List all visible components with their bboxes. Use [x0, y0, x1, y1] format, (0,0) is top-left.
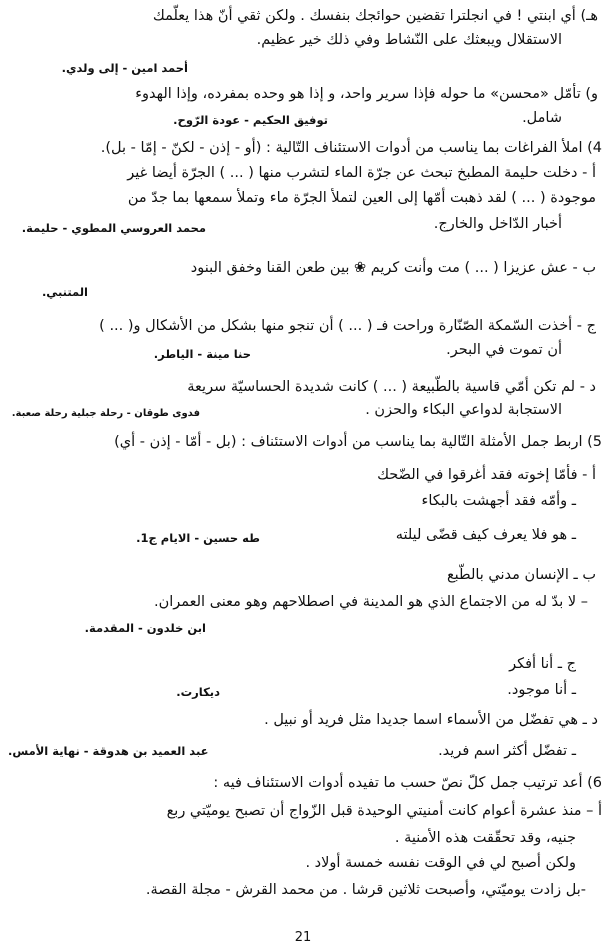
source-citation: ديكارت.: [176, 685, 220, 699]
text-line: الاستجابة لدواعي البكاء والحزن .: [365, 402, 562, 418]
source-citation: أحمد امين - إلى ولدي.: [61, 61, 188, 75]
text-line: ـ تفضّل أكثر اسم فريد.: [438, 743, 576, 759]
text-line: أ – منذ عشرة أعوام كانت أمنيتي الوحيدة قبل الزّواج أن تصبح يوميّتي ربع: [166, 803, 602, 819]
text-line: ج ـ أنا أفكر: [509, 656, 576, 672]
source-citation: توفيق الحكيم - عودة الرّوح.: [173, 113, 328, 127]
text-line: هـ) أي ابنتي ! في انجلترا تقضين حوائجك بنفسك . ولكن ثقي أنّ هذا يعلّمك: [152, 8, 598, 24]
text-line: ب ـ الإنسان مدني بالطّبع: [446, 567, 596, 583]
text-line: أن تموت في البحر.: [446, 342, 562, 358]
text-line: – لا بدّ له من الاجتماع الذي هو المدينة في اصطلاحهم وهو معنى العمران.: [153, 594, 588, 610]
text-line: ـ وأمّه فقد أجهشت بالبكاء: [421, 493, 576, 509]
source-citation: عبد العميد بن هدوقة - نهاية الأمس.: [8, 744, 209, 758]
text-line: جنيه، وقد تحقّقت هذه الأمنية .: [394, 830, 576, 846]
text-line: د - لم تكن أمّي قاسية بالطّبيعة ( ... ) كانت شديدة الحساسيّة سريعة: [187, 379, 596, 395]
source-citation: فدوى طوقان - رحلة جبلية رحلة صعبة.: [11, 408, 200, 419]
text-line: -بل زادت يوميّتي، وأصبحت ثلاثين قرشا . من محمد القرش - مجلة القصة.: [145, 882, 586, 898]
source-citation: ابن خلدون - المقدمة.: [84, 621, 206, 635]
text-line: 4) املأ الفراغات بما يناسب من أدوات الاستئناف التّالية : (أو - إذن - لكنّ - إمّا - بل).: [100, 140, 602, 156]
text-line: أخبار الدّاخل والخارج.: [433, 216, 562, 232]
source-citation: حنا مينة - الياطر.: [153, 347, 251, 361]
source-citation: محمد العروسي المطوي - حليمة.: [21, 221, 206, 235]
text-line: أ - فأمّا إخوته فقد أغرقوا في الضّحك: [377, 467, 596, 483]
text-line: 6) أعد ترتيب جمل كلّ نصّ حسب ما تفيده أدوات الاستئناف فيه :: [213, 775, 602, 791]
text-line: د ـ هي تفضّل من الأسماء اسما جديدا مثل فريد أو نبيل .: [264, 712, 598, 728]
text-line: ولكن أصبح لي في الوقت نفسه خمسة أولاد .: [305, 855, 576, 871]
text-line: 5) اربط جمل الأمثلة التّالية بما يناسب من أدوات الاستئناف : (بل - أمّا - إذن - أي): [114, 434, 602, 450]
text-line: ـ أنا موجود.: [507, 682, 576, 698]
text-line: الاستقلال ويبعثك على النّشاط وفي ذلك خير عظيم.: [256, 32, 562, 48]
text-line: شامل.: [522, 110, 562, 126]
page-number: 21: [294, 930, 312, 945]
text-line: موجودة ( ... ) لقد ذهبت أمّها إلى العين لتملأ الجرّة ماء وتملأ سمعها بما جدّ من: [127, 190, 596, 206]
text-line: ـ هو فلا يعرف كيف قضّى ليلته: [395, 527, 576, 543]
source-citation: المتنبي.: [41, 285, 88, 299]
text-line: ج - أخذت السّمكة الصّنّارة وراحت فـ ( ... ) أن تنجو منها بشكل من الأشكال و( ... ): [99, 318, 596, 334]
text-line: أ - دخلت حليمة المطبخ تبحث عن جرّة الماء لتشرب منها ( ... ) الجرّة أيضا غير: [127, 165, 596, 181]
text-line: و) تأمّل «محسن» ما حوله فإذا سرير واحد، و إذا هو وحده بمفرده، وإذا الهدوء: [135, 86, 598, 102]
source-citation: طه حسين - الايام ج1.: [136, 531, 260, 545]
text-line: ب - عش عزيزا ( ... ) مت وأنت كريم ❀ بين طعن القنا وخفق البنود: [190, 260, 596, 276]
